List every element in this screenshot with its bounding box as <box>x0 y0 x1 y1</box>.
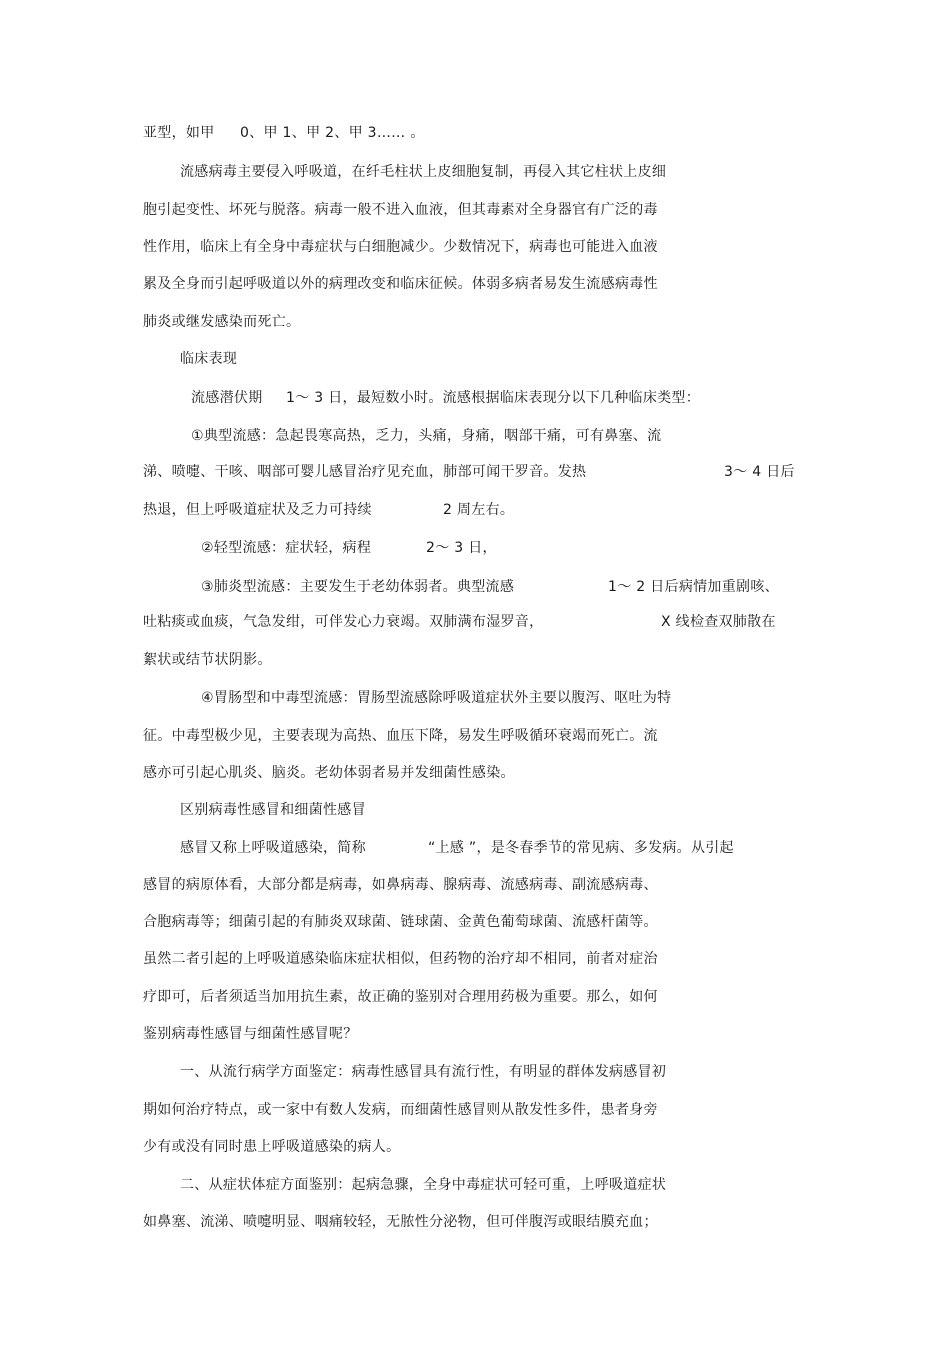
text-line: 虽然二者引起的上呼吸道感染临床症状相似，但药物的治疗却不相同，前者对症治 <box>143 951 658 967</box>
text-line: 期如何治疗特点，或一家中有数人发病，而细菌性感冒则从散发性多件，患者身旁 <box>143 1102 658 1118</box>
text-line: 二、从症状体症方面鉴别：起病急骤，全身中毒症状可轻可重，上呼吸道症状 <box>180 1177 667 1193</box>
text-line: ①典型流感：急起畏寒高热，乏力，头痛，身痛，咽部干痛，可有鼻塞、流 <box>191 428 662 444</box>
text-line: 胞引起变性、坏死与脱落。病毒一般不进入血液，但其毒素对全身器官有广泛的毒 <box>143 202 658 218</box>
text-line: 如鼻塞、流涕、喷嚏明显、咽痛较轻，无脓性分泌物，但可伴腹泻或眼结膜充血； <box>143 1214 658 1230</box>
text-line: 感亦可引起心肌炎、脑炎。老幼体弱者易并发细菌性感染。 <box>143 765 515 781</box>
text-line: 感冒的病原体看，大部分都是病毒，如鼻病毒、腺病毒、流感病毒、副流感病毒、 <box>143 877 658 893</box>
text-line: 鉴别病毒性感冒与细菌性感冒呢？ <box>143 1026 358 1042</box>
text-line: 疗即可，后者须适当加用抗生素，故正确的鉴别对合理用药极为重要。那么，如何 <box>143 989 658 1005</box>
text-line: 性作用，临床上有全身中毒症状与白细胞减少。少数情况下，病毒也可能进入血液 <box>143 239 658 255</box>
text-line: ④胃肠型和中毒型流感：胃肠型流感除呼吸道症状外主要以腹泻、呕吐为特 <box>201 690 672 706</box>
text-line: 累及全身而引起呼吸道以外的病理改变和临床征候。体弱多病者易发生流感病毒性 <box>143 276 658 292</box>
section-heading: 临床表现 <box>180 351 238 367</box>
text-line: 流感病毒主要侵入呼吸道，在纤毛柱状上皮细胞复制，再侵入其它柱状上皮细 <box>180 164 667 180</box>
text-line: 絮状或结节状阴影。 <box>143 652 272 668</box>
text-line: 一、从流行病学方面鉴定：病毒性感冒具有流行性，有明显的群体发病感冒初 <box>180 1064 667 1080</box>
text-line: 合胞病毒等；细菌引起的有肺炎双球菌、链球菌、金黄色葡萄球菌、流感杆菌等。 <box>143 914 658 930</box>
text-line: 肺炎或继发感染而死亡。 <box>143 314 301 330</box>
section-heading: 区别病毒性感冒和细菌性感冒 <box>180 802 366 818</box>
text-line: 征。中毒型极少见，主要表现为高热、血压下降，易发生呼吸循环衰竭而死亡。流 <box>143 728 658 744</box>
text-line: 少有或没有同时患上呼吸道感染的病人。 <box>143 1139 401 1155</box>
